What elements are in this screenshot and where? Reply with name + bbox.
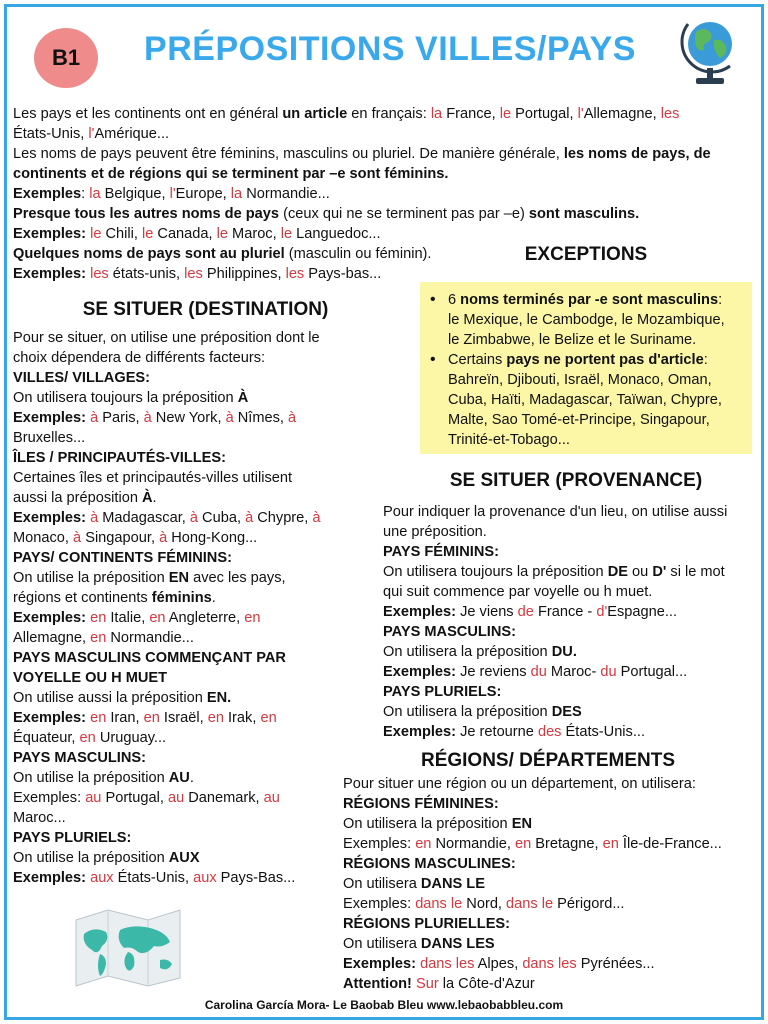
preposition: en (90, 610, 107, 626)
exception-line: le Mexique, le Cambodge, le Mozambique, (448, 312, 725, 328)
text: Je retourne (456, 724, 538, 740)
article: l' (88, 126, 95, 142)
text: New York, (151, 410, 226, 426)
preposition: aux (90, 870, 114, 886)
rule (343, 934, 763, 954)
text: PAYS PLURIELS: (383, 684, 502, 700)
example (13, 508, 403, 528)
text: Amérique... (94, 126, 170, 142)
section-title (343, 854, 763, 874)
text: D' (652, 564, 667, 580)
intro-line (13, 124, 758, 144)
text: les noms de pays, de (563, 146, 711, 162)
text: DE (607, 564, 628, 580)
preposition: dans le (506, 896, 554, 912)
text: Philippines, (202, 266, 286, 282)
text: Certaines îles et principautés-villes utilisent (13, 470, 293, 486)
text: une préposition. (383, 524, 487, 540)
text: Pyrénées... (576, 956, 655, 972)
preposition: d' (596, 604, 608, 620)
section-title (13, 648, 403, 668)
text: Europe, (175, 186, 231, 202)
text: Je viens (456, 604, 518, 620)
preposition: au (263, 790, 280, 806)
preposition: à (312, 510, 321, 526)
text: À (142, 490, 153, 506)
text: EN (168, 570, 190, 586)
text: : (718, 292, 723, 308)
preposition: à (143, 410, 152, 426)
text: VOYELLE OU H MUET (13, 670, 168, 686)
text: si le mot (666, 564, 725, 580)
article: la (430, 106, 443, 122)
text: Normandie, (431, 836, 515, 852)
article: le (499, 106, 512, 122)
text: Espagne... (607, 604, 678, 620)
article: le (90, 226, 102, 242)
text: On utilisera la préposition (383, 704, 552, 720)
text: PAYS MASCULINS: (383, 624, 516, 640)
text: Bruxelles... (13, 430, 86, 446)
example (13, 628, 403, 648)
text: Angleterre, (165, 610, 245, 626)
text: Chypre, (253, 510, 313, 526)
preposition: en (260, 710, 277, 726)
preposition: à (245, 510, 254, 526)
text: aussi la préposition (13, 490, 142, 506)
text: Certains (448, 352, 507, 368)
text: Canada, (153, 226, 217, 242)
text: AUX (168, 850, 200, 866)
article: les (184, 266, 203, 282)
text: France, (442, 106, 500, 122)
exception-item (428, 350, 752, 450)
text: Exemples: (343, 836, 416, 852)
exception-line: Malte, Sao Tomé-et-Principe, Singapour, (448, 412, 710, 428)
intro-line (13, 264, 758, 284)
text: Attention! (343, 976, 412, 992)
preposition: dans les (522, 956, 577, 972)
text: Les noms de pays peuvent être féminins, masculins ou pluriel. De manière générale, (13, 146, 564, 162)
section-title (343, 794, 763, 814)
article: l' (577, 106, 584, 122)
intro-line (13, 164, 758, 184)
rule (13, 588, 403, 608)
preposition: à (73, 530, 82, 546)
level-badge (34, 28, 98, 88)
text: Équateur, (13, 730, 80, 746)
exception-line (448, 350, 752, 370)
exception-line: Trinité-et-Tobago... (448, 432, 570, 448)
preposition: du (530, 664, 547, 680)
text: Exemples: (13, 510, 87, 526)
rule (343, 814, 763, 834)
preposition: en (244, 610, 261, 626)
article: les (660, 106, 680, 122)
text: : (703, 352, 708, 368)
exceptions-heading: EXCEPTIONS (524, 244, 648, 265)
text: Madagascar, (98, 510, 190, 526)
text: Pour indiquer la provenance d'un lieu, on utilise aussi (383, 504, 728, 520)
page-title: PRÉPOSITIONS VILLES/PAYS (144, 30, 636, 68)
article: l' (169, 186, 176, 202)
example (383, 662, 763, 682)
text: Nîmes, (233, 410, 289, 426)
example (383, 722, 763, 742)
text: sont masculins. (528, 206, 640, 222)
text: Exemples: (13, 266, 87, 282)
text: un article (282, 106, 348, 122)
text: On utilisera la préposition (343, 816, 512, 832)
provenance-heading: SE SITUER (PROVENANCE) (449, 470, 703, 491)
text: Exemples: (13, 710, 87, 726)
article: le (280, 226, 293, 242)
text: Presque tous les autres noms de pays (13, 206, 280, 222)
text: Exemples (13, 186, 82, 202)
article: la (89, 186, 101, 202)
example (343, 834, 763, 854)
example (13, 728, 403, 748)
article: le (141, 226, 154, 242)
article: la (230, 186, 243, 202)
text: choix dépendera de différents facteurs: (13, 350, 266, 366)
attention (343, 974, 763, 994)
section-title (343, 914, 763, 934)
text: Île-de-France... (618, 836, 722, 852)
text: EN (511, 816, 533, 832)
text: Maroc- (546, 664, 601, 680)
preposition: de (517, 604, 534, 620)
text: Exemples: (383, 724, 457, 740)
intro-line (13, 224, 758, 244)
text: Exemples: (13, 410, 87, 426)
text: Irak, (223, 710, 261, 726)
section-title (13, 748, 403, 768)
exception-line: Bahreïn, Djibouti, Israël, Monaco, Oman, (448, 372, 712, 388)
text: 6 (448, 292, 461, 308)
text: On utilisera toujours la préposition (383, 564, 608, 580)
text: (ceux qui ne se terminent pas par –e) (279, 206, 529, 222)
text: (masculin ou féminin). (284, 246, 432, 262)
text: On utilise la préposition (13, 850, 169, 866)
text: On utilisera (343, 936, 421, 952)
text: Normandie... (106, 630, 194, 646)
intro-line (13, 184, 758, 204)
text: régions et continents (13, 590, 152, 606)
text: continents et de régions qui se terminent par –e sont féminins. (13, 166, 449, 182)
text: Portugal... (616, 664, 688, 680)
text: Exemples: (383, 664, 457, 680)
text: Les pays et les continents ont en général (13, 106, 283, 122)
text: Exemples: (13, 226, 87, 242)
text: États-Unis, (113, 870, 194, 886)
rule (383, 642, 763, 662)
text: Quelques noms de pays sont au pluriel (13, 246, 285, 262)
rule (13, 488, 403, 508)
text: Belgique, (100, 186, 170, 202)
text: Nord, (462, 896, 507, 912)
text: DANS LE (420, 876, 485, 892)
example (13, 608, 403, 628)
text: Hong-Kong... (167, 530, 258, 546)
text: Exemples: (13, 610, 87, 626)
text: PAYS/ CONTINENTS FÉMININS: (13, 550, 232, 566)
preposition: des (537, 724, 562, 740)
text: On utilisera la préposition (383, 644, 552, 660)
section-title (383, 682, 763, 702)
preposition: au (167, 790, 185, 806)
text: Pays-bas... (304, 266, 382, 282)
text: Pour se situer, on utilise une préposition dont le (13, 330, 320, 346)
text: féminins (151, 590, 212, 606)
text: ou (627, 564, 653, 580)
text: Alpes, (474, 956, 523, 972)
world-map-icon (72, 908, 184, 988)
text: Cuba, (198, 510, 246, 526)
text: Portugal, (511, 106, 578, 122)
text: PAYS MASCULINS: (13, 750, 146, 766)
preposition: du (600, 664, 617, 680)
text: DES (551, 704, 582, 720)
footer-credit: Carolina García Mora- Le Baobab Bleu www.lebaobabbleu.com (204, 998, 564, 1012)
regions-heading: RÉGIONS/ DÉPARTEMENTS (420, 750, 676, 771)
text: Chili, (101, 226, 142, 242)
text: Je reviens (456, 664, 531, 680)
text: États-Unis... (561, 724, 646, 740)
text: Maroc... (13, 810, 66, 826)
rule (13, 568, 403, 588)
text: Exemples: (13, 870, 87, 886)
text: PAYS PLURIELS: (13, 830, 132, 846)
text: qui suit commence par voyelle ou h muet. (383, 584, 653, 600)
preposition: en (514, 836, 532, 852)
text: RÉGIONS PLURIELLES: (343, 916, 511, 932)
preposition: en (90, 710, 107, 726)
example (343, 894, 763, 914)
text: On utilisera toujours la préposition (13, 390, 238, 406)
text: France - (533, 604, 597, 620)
preposition: aux (193, 870, 217, 886)
preposition: dans les (420, 956, 475, 972)
text: Maroc, (228, 226, 281, 242)
text: Exemples: (13, 790, 86, 806)
preposition: en (143, 710, 160, 726)
text: Languedoc... (292, 226, 381, 242)
preposition: à (189, 510, 198, 526)
text: DANS LES (420, 936, 495, 952)
section-title (13, 548, 403, 568)
text: On utilise aussi la préposition (13, 690, 207, 706)
text: Pour situer une région ou un département, on utilisera: (343, 776, 696, 792)
preposition: à (159, 530, 168, 546)
text: Paris, (98, 410, 144, 426)
preposition: Sur (415, 976, 439, 992)
text: Allemagne, (583, 106, 661, 122)
text: Périgord... (553, 896, 625, 912)
example (13, 408, 403, 428)
text: EN. (206, 690, 232, 706)
text: Uruguay... (95, 730, 167, 746)
text: AU (168, 770, 190, 786)
text: en français: (347, 106, 431, 122)
section-title (13, 448, 403, 468)
section-title (13, 668, 403, 688)
text: noms terminés par -e sont masculins (460, 292, 719, 308)
preposition: dans le (415, 896, 463, 912)
text: Monaco, (13, 530, 74, 546)
example (343, 954, 763, 974)
text: VILLES/ VILLAGES: (13, 370, 151, 386)
text: À (237, 390, 249, 406)
destination-heading: SE SITUER (DESTINATION) (82, 299, 329, 320)
example (383, 602, 763, 622)
text: Allemagne, (13, 630, 91, 646)
intro-line (13, 144, 758, 164)
exception-line: Cuba, Haïti, Madagascar, Taïwan, Chypre, (448, 392, 722, 408)
text: RÉGIONS MASCULINES: (343, 856, 516, 872)
exception-line: le Zimbabwe, le Belize et le Suriname. (448, 332, 697, 348)
preposition: à (225, 410, 234, 426)
section-title (13, 368, 403, 388)
text: . (211, 590, 216, 606)
text: avec les pays, (189, 570, 286, 586)
regions-block (343, 774, 763, 994)
text: Exemples: (343, 896, 416, 912)
text: Iran, (106, 710, 144, 726)
text: PAYS MASCULINS COMMENÇANT PAR (13, 650, 286, 666)
exception-item (428, 290, 752, 350)
text: Bretagne, (531, 836, 603, 852)
preposition: en (602, 836, 619, 852)
text: Exemples: (383, 604, 457, 620)
text: Israël, (159, 710, 208, 726)
rule (383, 562, 763, 582)
text: On utilisera (343, 876, 421, 892)
text: la Côte-d'Azur (438, 976, 535, 992)
section-title (383, 622, 763, 642)
text: Singapour, (81, 530, 160, 546)
preposition: à (288, 410, 297, 426)
rule (13, 388, 403, 408)
article: le (216, 226, 228, 242)
text: états-unis, (108, 266, 185, 282)
text: RÉGIONS FÉMININES: (343, 796, 499, 812)
text: Italie, (106, 610, 150, 626)
rule (383, 702, 763, 722)
exceptions-box (420, 282, 752, 454)
text: On utilise la préposition (13, 570, 169, 586)
text: États-Unis, (13, 126, 89, 142)
text: . (152, 490, 157, 506)
rule (343, 874, 763, 894)
text: Pays-Bas... (216, 870, 296, 886)
preposition: en (207, 710, 224, 726)
preposition: en (149, 610, 166, 626)
article: les (285, 266, 305, 282)
article: les (90, 266, 109, 282)
intro-line (13, 204, 758, 224)
text: PAYS FÉMININS: (383, 544, 499, 560)
example (13, 528, 403, 548)
intro-line (13, 104, 758, 124)
text: On utilise la préposition (13, 770, 169, 786)
level-badge-text: B1 (51, 45, 81, 70)
text: Normandie... (242, 186, 330, 202)
preposition: à (90, 410, 99, 426)
example (13, 708, 403, 728)
text: pays ne portent pas d'article (506, 352, 704, 368)
text: Exemples: (343, 956, 417, 972)
exception-line (448, 290, 752, 310)
preposition: en (415, 836, 432, 852)
text: Portugal, (101, 790, 168, 806)
provenance-block (383, 502, 763, 742)
text: ÎLES / PRINCIPAUTÉS-VILLES: (13, 450, 226, 466)
rule (13, 688, 403, 708)
preposition: en (90, 630, 107, 646)
text: DU. (551, 644, 577, 660)
text: . (189, 770, 194, 786)
globe-icon (674, 10, 744, 90)
preposition: au (85, 790, 102, 806)
preposition: à (90, 510, 99, 526)
text: : (81, 186, 90, 202)
section-title (383, 542, 763, 562)
text: Danemark, (184, 790, 264, 806)
preposition: en (79, 730, 96, 746)
